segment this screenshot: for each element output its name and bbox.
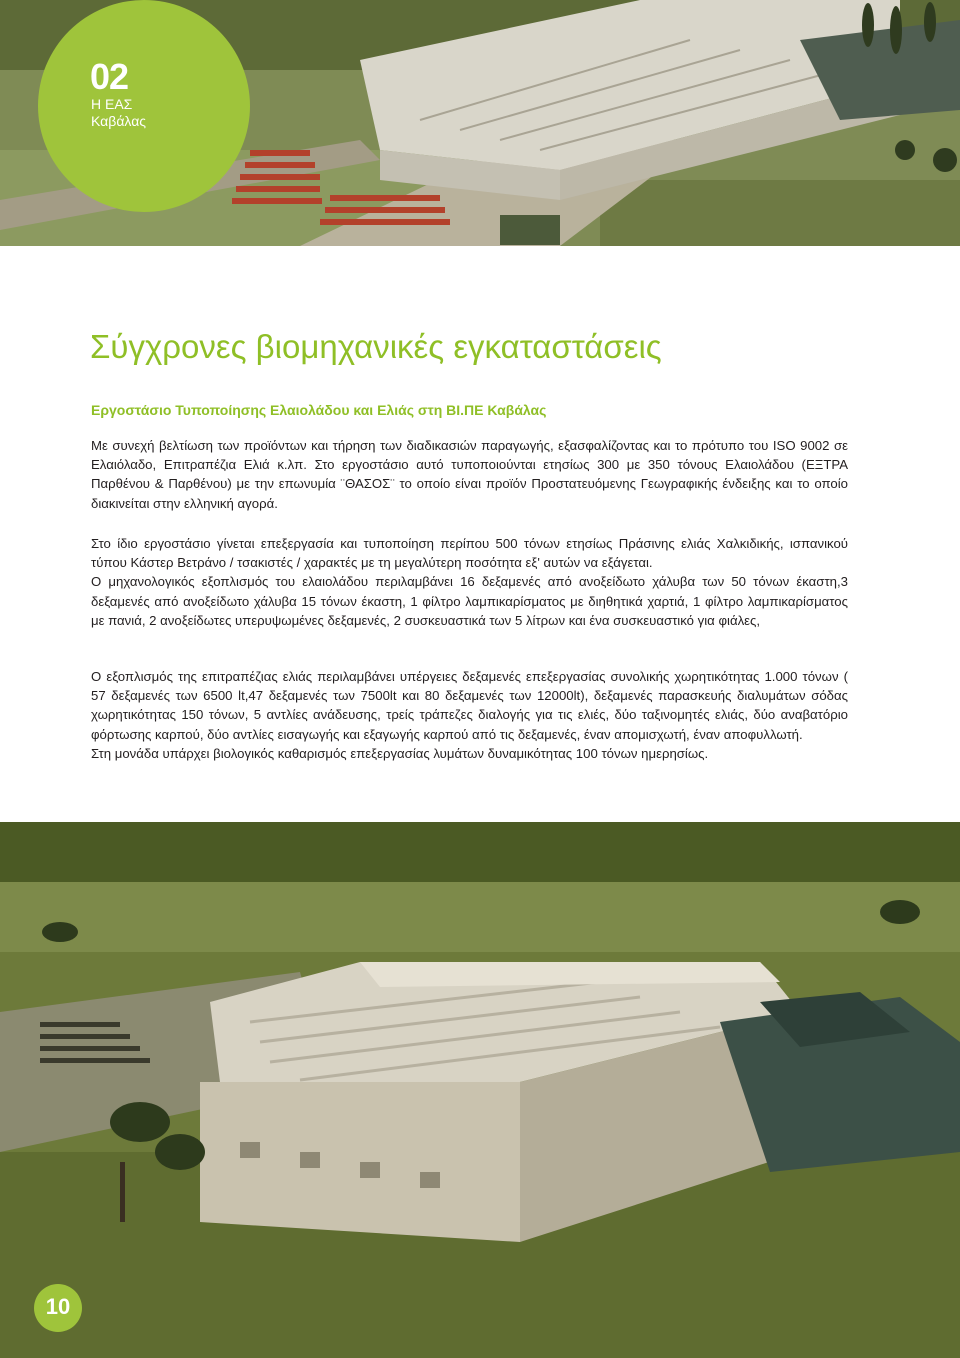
section-number: 02 — [90, 56, 129, 97]
body-paragraph: Ο εξοπλισμός της επιτραπέζιας ελιάς περιλαμβάνει υπέργειες δεξαμενές επεξεργασίας συνολικής χωρητικότητας 1.000 τόνων ( 57 δεξαμενές των 6500 lt,47 δεξαμενές των 7500lt και 80 δεξαμενές των 12000lt), δεξαμενές παρασκευής διαλυμάτων σόδας χωρητικότητας 150 τόνων, 5 αντλίες ανάδευσης, τρείς τράπεζες διαλογής για τις ελιές, δύο ταξινομητές ελιάς, δύο αναβατόριο φόρτωσης καρπού, δύο αντλίες εισαγωγής και εξαγωγής καρπού από τις δεξαμενές, έναν απομισχωτή, έναν αποφυλλωτή. — [91, 669, 848, 742]
section-label-line2: Καβάλας — [91, 113, 147, 129]
body-paragraph: Στο ίδιο εργοστάσιο γίνεται επεξεργασία και τυποποίηση περίπου 500 τόνων ετησίως Πράσινης ελιάς Χαλκιδικής, ισπανικού τύπου Κάστερ Βετράνο / τσακιστές / χαρακτές με τη μεγαλύτερη ποσότητα εξ' αυτών να εξάγεται. — [91, 536, 848, 571]
body-paragraph-group-1 — [91, 436, 848, 513]
page-subtitle: Εργοστάσιο Τυποποίησης Ελαιολάδου και Ελιάς στη ΒΙ.ΠΕ Καβάλας — [91, 402, 547, 418]
page-number: 10 — [45, 1294, 71, 1319]
body-paragraph: Στη μονάδα υπάρχει βιολογικός καθαρισμός επεξεργασίας λυμάτων δυναμικότητας 100 τόνων ημερησίως. — [91, 745, 709, 761]
body-paragraph: Ο μηχανολογικός εξοπλισμός του ελαιολάδου περιλαμβάνει 16 δεξαμενές από ανοξείδωτο χάλυβα των 50 τόνων έκαστη,3 δεξαμενές από ανοξείδωτο χάλυβα 15 τόνων έκαστη, 1 φίλτρο λαμπικαρίσματος με διηθητικά χαρτιά, 1 φίλτρο λαμπικαρίσματος με πανιά, 2 ανοξείδωτες υπερυψωμένες δεξαμενές, 2 συσκευαστικά των 5 λίτρων και ένα συσκευαστικό για φιάλες, — [91, 574, 848, 628]
page-title: Σύγχρονες βιομηχανικές εγκαταστάσεις — [90, 328, 662, 365]
factory-aerial-photo-bottom — [0, 822, 960, 1358]
body-paragraph: Με συνεχή βελτίωση των προϊόντων και τήρηση των διαδικασιών παραγωγής, εξασφαλίζοντας και το πρότυπο του ISO 9002 σε Ελαιόλαδο, Επιτραπέζια Ελιά κ.λπ. Στο εργοστάσιο αυτό τυποποιούνται ετησίως 300 με 350 τόνους Ελαιολάδου (ΕΞΤΡΑ Παρθένου & Παρθένου) με την επωνυμία ¨ΘΑΣΟΣ¨ το οποίο είναι προϊόν Προστατευόμενης Γεωγραφικής ένδειξης και το οποίο διακινείται στην ελληνική αγορά. — [91, 438, 848, 511]
body-paragraph-group-3 — [91, 667, 848, 763]
section-label-line1: Η ΕΑΣ — [91, 96, 133, 112]
section-badge — [38, 0, 250, 212]
body-paragraph-group-2 — [91, 534, 848, 630]
